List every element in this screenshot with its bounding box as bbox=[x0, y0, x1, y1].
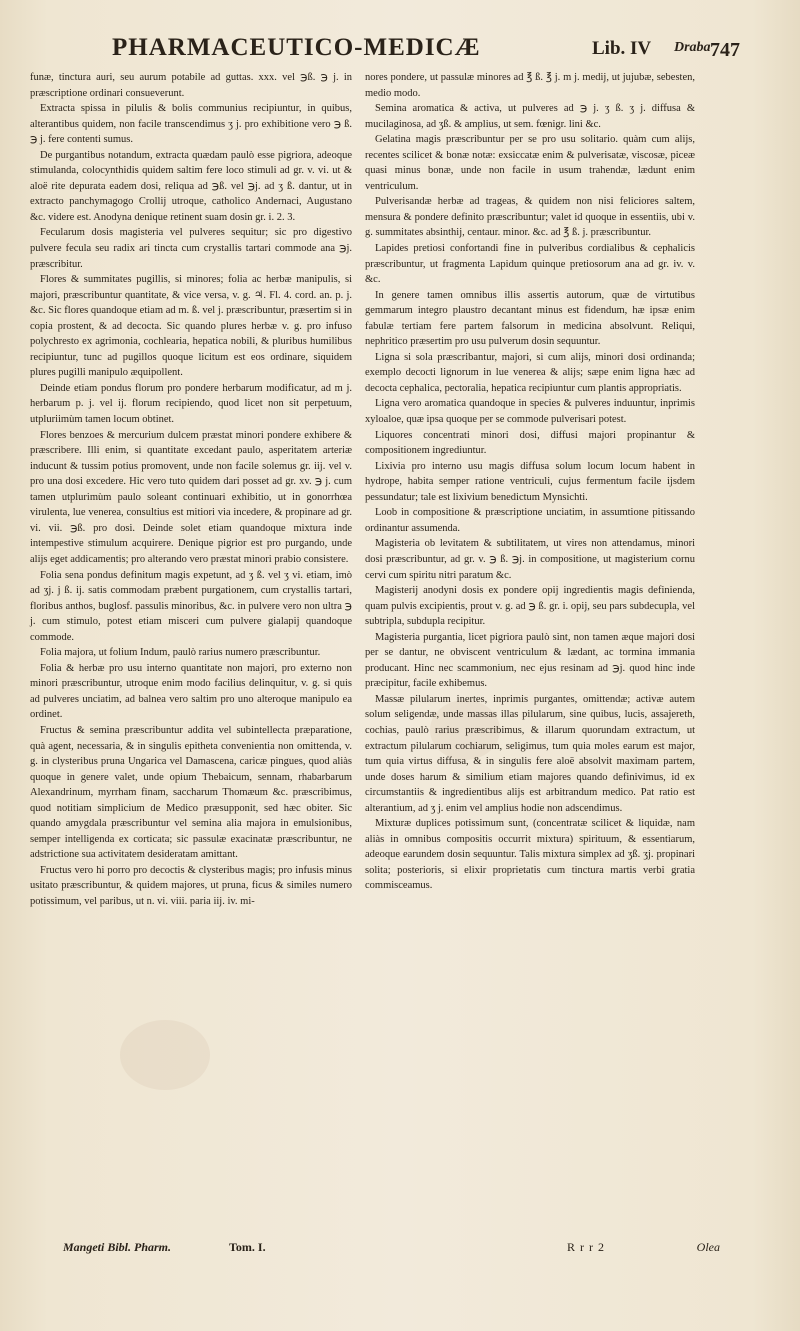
paragraph: Semina aromatica & activa, ut pulveres ad ℈ j. ʒ ß. ʒ j. diffusa & mucilaginosa, ad ʒß. & amplius, ut sem. fœnigr. lini &c. bbox=[365, 103, 695, 130]
paragraph: Ligna vero aromatica quandoque in species & pulveres induuntur, inprimis xyloaloe, quæ ipsa quoque per se commode pulverisari potest. bbox=[365, 398, 695, 426]
signature-mark: R r r 2 bbox=[567, 1240, 605, 1254]
page-footer bbox=[55, 1240, 720, 1266]
paragraph: Liquores concentrati minori dosi, diffusi majori propinantur & compositionem ingrediuntur. bbox=[365, 429, 695, 457]
book-number: Lib. IV bbox=[592, 38, 652, 59]
right-column bbox=[365, 70, 695, 894]
paragraph: Loob in compositione & præscriptione unciatim, in assumtione pitissando ordinantur assumenda. bbox=[365, 507, 695, 534]
paper-stain bbox=[120, 1020, 210, 1090]
running-head bbox=[112, 30, 740, 70]
paragraph: Magisteria purgantia, licet pigriora paulò sint, non tamen æque majori dosi per se dantur, ne obviscent ventriculum & lædant, ac tormina immania producant. Hinc nec scammonium, nec ejus resinam ad ℈j. quod hinc inde præcipitur, facile exhibemus. bbox=[365, 631, 695, 690]
paragraph: nores pondere, ut passulæ minores ad ℥ ß. ℥ j. m j. medij, ut jujubæ, sebesten, medio modo. bbox=[365, 72, 695, 99]
paragraph: Gelatina magis præscribuntur per se pro usu solitario. quàm cum alijs, recentes scilicet & bonæ notæ: exsiccatæ enim & pulverisatæ, viscosæ, piceæ quasi minus bonæ, unde non facile in usum trahendæ, lædunt enim ventriculum. bbox=[365, 134, 695, 192]
paragraph: Mixturæ duplices potissimum sunt, (concentratæ scilicet & liquidæ, nam aliàs in omnibus compositis occurrit mixtura) spirituum, & essentiarum, adeoque earundem dosin sequuntur. Talis mixtura simplex ad ʒß. ʒj. propinari solita; posterioris, si elixir proprietatis cum tinctura martis verbi gratia commisceamus. bbox=[365, 818, 695, 892]
paragraph: Flores benzoes & mercurium dulcem præstat minori pondere exhibere & præscribere. Illi enim, si quantitate excedant paulo, asperitatem arteriæ inducunt & tussim potius promovent, unde non facile solemus gr. iij. vel v. pro una dosi excedere. Hic vero tuto quidem dari posset ad gr. xv. ℈ j. cum tamen utplurimùm paulo soleant continuari exhibitio, ut in gonorrhœa virulenta, lue venerea, consultius est mitiori via incedere, & propinare ad gr. vi. vii. ℈ß. pro dosi. Deinde solet etiam quandoque mixtura inde intempestive stimulum acquirere. Denique pigrior est pro purgando, unde alijs eget addicamentis; pro alterando vero præstat minori prabio consistere. bbox=[30, 429, 352, 565]
running-title: PHARMACEUTICO-MEDICÆ bbox=[112, 34, 481, 61]
paragraph: funæ, tinctura auri, seu aurum potabile ad guttas. xxx. vel ℈ß. ℈ j. in præscriptione ordinari consueverunt. bbox=[30, 72, 352, 99]
paragraph: Fructus vero hi porro pro decoctis & clysteribus magis; pro infusis minus usitato præscribuntur, & quidem majores, ut pruna, ficus & similes numero potissimum, vel paribus, ut n. vi. viii. paria iij. iv. mi- bbox=[30, 864, 352, 907]
paragraph: Massæ pilularum inertes, inprimis purgantes, omittendæ; activæ autem solum seligendæ, unde massas illas pilularum, sine quibus, lucis, assajereth, cochias, paulò rarius præscribimus, & illarum quorundam extractum, ut extractum pilularum cochiarum, seligimus, tum quia moles earum est major, tum quia virtus diffusa, & in singulis fere aloë absolvit maximam partem, unde doses harum & similium etiam majores quando definivimus, id ex circumstantiis & ingredientibus alijs est arbitrandum medico. Pat ratio est alterantium, ad ʒ j. enim vel amplius hodie non adscendimus. bbox=[365, 693, 695, 814]
paragraph: Deinde etiam pondus florum pro pondere herbarum modificatur, ad m j. herbarum p. j. vel ij. florum recipiendo, quod licet non sit perpetuum, utpluriimùm tamen locum obtinet. bbox=[30, 382, 352, 426]
paragraph: De purgantibus notandum, extracta quædam paulò esse pigriora, adeoque stimulanda, colocynthidis quidem saltim fere loco stimuli ad gr. v. vi. ut & aloë rite depurata eadem dosi, reliqua ad ℈ß. vel ℈j. ad ʒ ß. dantur, ut in extracto panchymagogo Crollij utroque, catholico Andernaci, Augustano &c. videre est. Anodyna denique retinent suam dosin gr. i. 2. 3. bbox=[30, 149, 352, 223]
paragraph: Lapides pretiosi confortandi fine in pulveribus cordialibus & cephalicis præscribuntur, ut fragmenta Lapidum quinque pretiosorum ana ad gr. iv. v. &c. bbox=[365, 243, 695, 286]
paragraph: Pulverisandæ herbæ ad trageas, & quidem non nisi feliciores saltem, mensura & pondere definito præscribuntur; valet id quoque in essentiis, ubi v. g. summitates absinthij, centaur. minor. &c. ad ℥ ß. j. præscribuntur. bbox=[365, 196, 695, 239]
paragraph: Fructus & semina præscribuntur addita vel subintellecta præparatione, quà agent, necessaria, & in singulis epitheta convenientia non omittenda, v. g. in clysteribus pruna Ungarica vel Damascena, caricæ pingues, quod aliàs quoque in genere valet, unde opium Thebaicum, sennam, rhabarbarum Alexandrinum, myrrham finam, saccharum Thomæum &c. præscribimus, quod notitiam simplicium de Medico præsupponit, sed hæc obiter. Sic quando amygdala præscribuntur vel semina alia majora in emulsionibus, semper intelligenda ex corticata; sic passulæ exacinatæ præscribuntur, ne adstrictione sua activitatem desideratam amittant. bbox=[30, 724, 352, 861]
page-number: 747 bbox=[710, 39, 740, 61]
paragraph: Folia & herbæ pro usu interno quantitate non majori, pro externo non minori præscribuntur, utroque enim modo facilius delinquitur, v. g. si quis ad pulveres unciatim, ad balnea vero saltim pro uno alteroque manipulo ea ordinet. bbox=[30, 662, 352, 721]
paragraph: Extracta spissa in pilulis & bolis communius recipiuntur, in quibus, alterantibus quidem, non facile transcendimus ʒ j. pro exhibitione vero ℈ ß. ℈ j. fere contenti sumus. bbox=[30, 103, 352, 146]
paragraph: In genere tamen omnibus illis assertis autorum, quæ de virtutibus gemmarum integro plaustro decantant minus est fidendum, hæ ipsæ enim fabulæ tertiam fere partem falsorum in medicina absolvunt. Reliqui, nephritico præsertim pro usu pulverum dosin sequuntur. bbox=[365, 289, 695, 348]
paragraph: Magisteria ob levitatem & subtilitatem, ut vires non attendamus, minori dosi præscribuntur, ad gr. v. ℈ ß. ℈j. in compositione, ut magisterium cornu cervi cum spiritu nitri paratum &c. bbox=[365, 538, 695, 581]
left-column bbox=[30, 70, 352, 910]
paragraph: Magisterij anodyni dosis ex pondere opij ingredientis magis definienda, quam pulvis excipientis, prout v. g. ad ℈ ß. gr. i. opij, seu pars subdecupla, vel subtripla, subdupla recipitur. bbox=[365, 585, 695, 628]
section-keyword: Draba bbox=[674, 40, 711, 55]
catchword: Olea bbox=[696, 1240, 720, 1254]
paragraph: Folia majora, ut folium Indum, paulò rarius numero præscribuntur. bbox=[40, 647, 321, 659]
footer-source: Mangeti Bibl. Pharm. bbox=[63, 1240, 172, 1254]
paragraph: Lixivia pro interno usu magis diffusa solum locum locum habent in hydrope, habita semper ratione ventriculi, cujus fermentum facile ijsdem pessundatur; tale est lixivium benedictum Mynsichti. bbox=[365, 460, 695, 503]
paragraph: Folia sena pondus definitum magis expetunt, ad ʒ ß. vel ʒ vi. etiam, imò ad ʒj. j ß. ij. satis commodam præbent purgationem, cum crystallis tartari, floribus anthos, buglosf. passulis minoribus, &c. in pulvere vero non ultra ℈ j. cum stimulo, potest etiam misceri cum pulvere gialapij quandoque commode. bbox=[30, 569, 352, 643]
paragraph: Fecularum dosis magisteria vel pulveres sequitur; sic pro digestivo pulvere fecula seu radix ari tincta cum crystallis tartari commode ana ℈j. præscribitur. bbox=[30, 227, 352, 270]
paragraph: Flores & summitates pugillis, si minores; folia ac herbæ manipulis, si majori, præscribuntur quantitate, & vice versa, v. g. ♃. Fl. 4. cord. an. p. j. &c. Sic flores quandoque etiam ad m. ß. vel j. præscribuntur, præsertim si in copia prostent, & ad decocta. Sic quando plures herbæ v. g. pro infuso polychresto ex agrimonia, cochlearia, hepatica nobili, & pluribus humilibus recipiuntur, tunc ad pugillos quoque licitum est eos ordinare, siquidem plures pugilli manipulo æquipollent. bbox=[30, 274, 352, 379]
footer-volume: Tom. I. bbox=[229, 1240, 266, 1254]
paragraph: Ligna si sola præscribantur, majori, si cum alijs, minori dosi ordinanda; exemplo decocti lignorum in lue venerea & alijs; sæpe enim ligna hæc ad decocta cephalica, pectoralia, hepatica recipiuntur cum plantis appropriatis. bbox=[365, 351, 695, 394]
